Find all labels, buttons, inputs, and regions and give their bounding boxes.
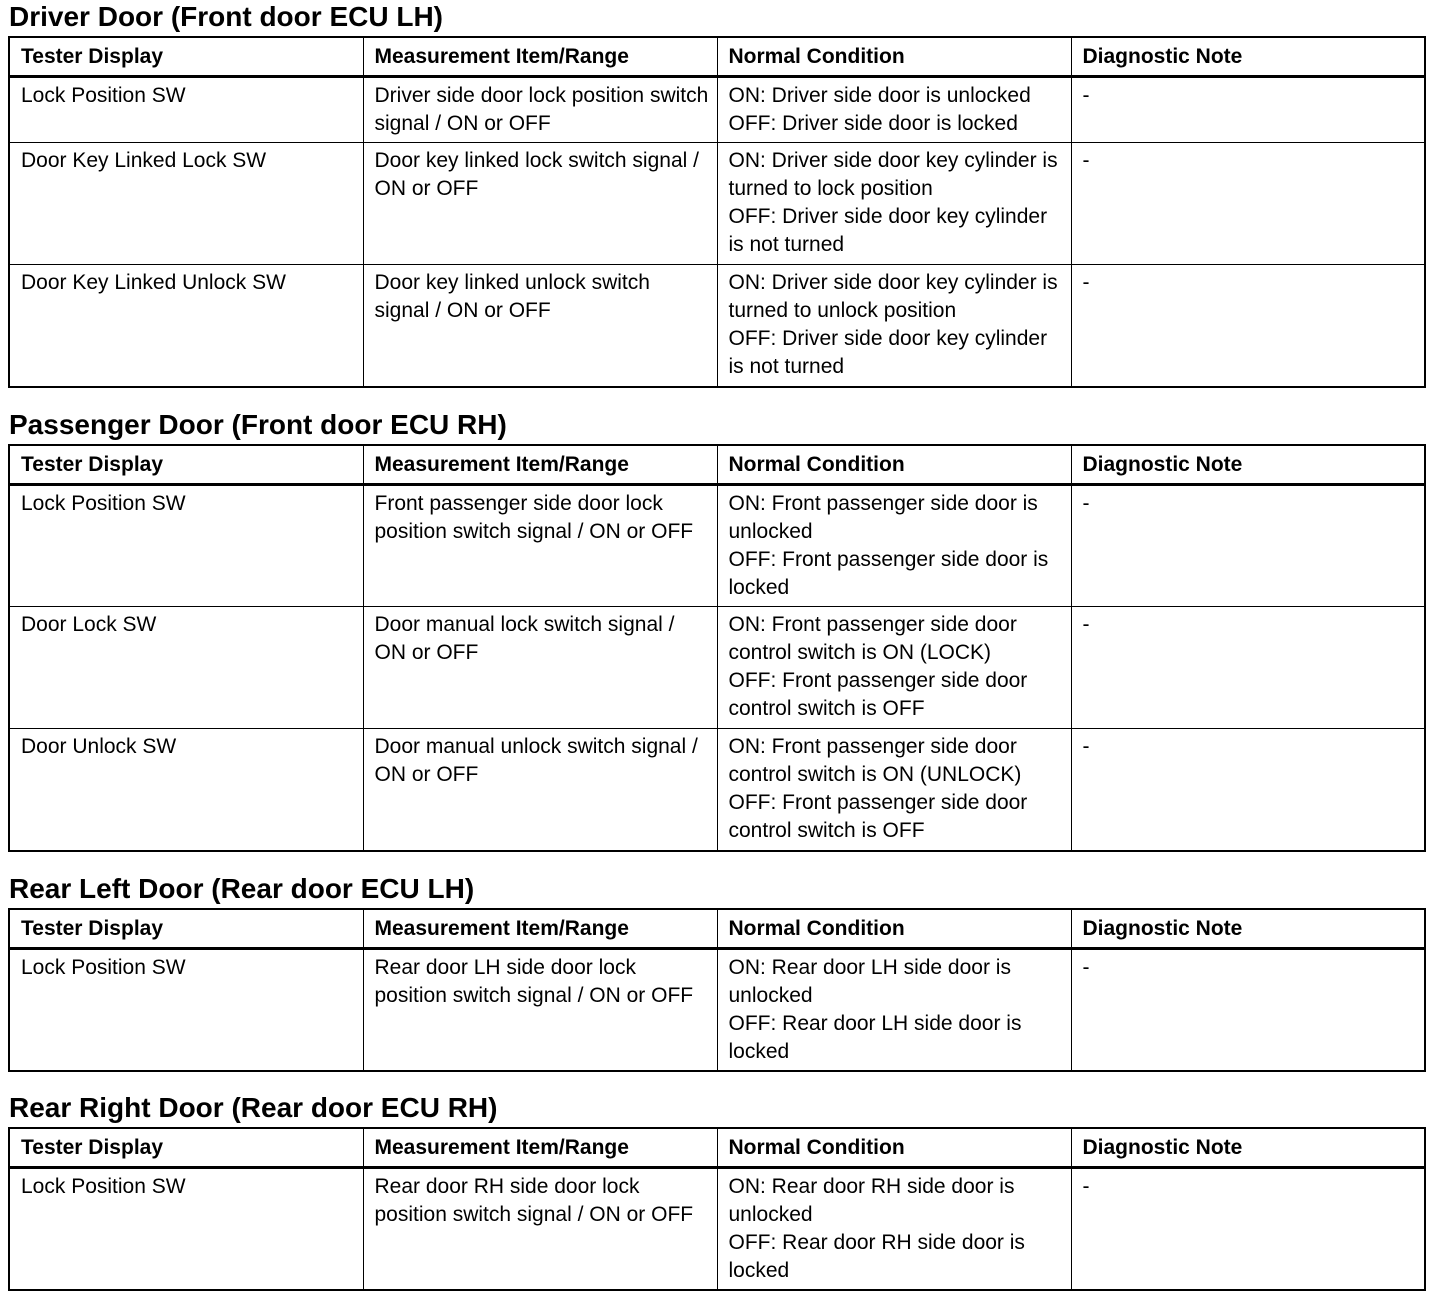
section-rear-left-door [8, 872, 1426, 1072]
cell-normal-condition [717, 485, 1071, 607]
section-passenger-door [8, 408, 1426, 852]
condition-on: ON: Front passenger side door control switch is ON (LOCK) [728, 613, 1017, 664]
condition-on: ON: Driver side door is unlocked [728, 84, 1031, 107]
condition-on: ON: Front passenger side door is unlocked [728, 492, 1038, 543]
condition-on: ON: Rear door LH side door is unlocked [728, 956, 1011, 1007]
cell-measurement: Front passenger side door lock position switch signal / ON or OFF [363, 485, 717, 607]
cell-diagnostic-note: - [1071, 143, 1425, 265]
column-header-tester-display: Tester Display [9, 37, 363, 77]
column-header-diagnostic-note: Diagnostic Note [1071, 445, 1425, 485]
condition-on: ON: Front passenger side door control switch is ON (UNLOCK) [728, 735, 1022, 786]
cell-diagnostic-note: - [1071, 265, 1425, 387]
cell-diagnostic-note: - [1071, 77, 1425, 143]
cell-measurement: Door manual unlock switch signal / ON or OFF [363, 729, 717, 851]
column-header-diagnostic-note: Diagnostic Note [1071, 37, 1425, 77]
section-title: Passenger Door (Front door ECU RH) [9, 409, 507, 440]
table-header-row [9, 445, 1425, 485]
condition-off: OFF: Driver side door key cylinder is not turned [728, 205, 1048, 256]
column-header-normal-condition: Normal Condition [717, 445, 1071, 485]
section-rear-right-door [8, 1091, 1426, 1291]
cell-tester-display: Lock Position SW [9, 1168, 363, 1291]
column-header-measurement: Measurement Item/Range [363, 909, 717, 949]
column-header-measurement: Measurement Item/Range [363, 1128, 717, 1168]
condition-off: OFF: Driver side door is locked [728, 112, 1018, 135]
table-header-row [9, 1128, 1425, 1168]
column-header-tester-display: Tester Display [9, 445, 363, 485]
cell-normal-condition [717, 729, 1071, 851]
table-row [9, 729, 1425, 851]
cell-measurement: Door manual lock switch signal / ON or OFF [363, 607, 717, 729]
section-title: Driver Door (Front door ECU LH) [9, 1, 443, 32]
cell-diagnostic-note: - [1071, 729, 1425, 851]
table-row [9, 77, 1425, 143]
table-row [9, 485, 1425, 607]
cell-normal-condition [717, 607, 1071, 729]
condition-off: OFF: Front passenger side door control switch is OFF [728, 791, 1028, 842]
data-table [8, 908, 1426, 1072]
condition-off: OFF: Front passenger side door control switch is OFF [728, 669, 1028, 720]
column-header-normal-condition: Normal Condition [717, 909, 1071, 949]
condition-off: OFF: Rear door RH side door is locked [728, 1231, 1025, 1282]
table-header-row [9, 909, 1425, 949]
condition-on: ON: Driver side door key cylinder is turned to lock position [728, 149, 1058, 200]
cell-measurement: Door key linked unlock switch signal / ON or OFF [363, 265, 717, 387]
cell-diagnostic-note: - [1071, 949, 1425, 1072]
cell-normal-condition [717, 1168, 1071, 1291]
table-row [9, 143, 1425, 265]
cell-tester-display: Lock Position SW [9, 949, 363, 1072]
section-title: Rear Left Door (Rear door ECU LH) [9, 873, 475, 904]
table-row [9, 607, 1425, 729]
cell-tester-display: Lock Position SW [9, 485, 363, 607]
cell-tester-display: Door Lock SW [9, 607, 363, 729]
cell-tester-display: Door Key Linked Unlock SW [9, 265, 363, 387]
section-driver-door [8, 0, 1426, 388]
column-header-tester-display: Tester Display [9, 1128, 363, 1168]
cell-tester-display: Door Key Linked Lock SW [9, 143, 363, 265]
cell-normal-condition [717, 143, 1071, 265]
table-row [9, 1168, 1425, 1291]
condition-on: ON: Driver side door key cylinder is turned to unlock position [728, 271, 1058, 322]
column-header-tester-display: Tester Display [9, 909, 363, 949]
table-row [9, 949, 1425, 1072]
data-table [8, 444, 1426, 852]
section-title: Rear Right Door (Rear door ECU RH) [9, 1092, 498, 1123]
cell-normal-condition [717, 265, 1071, 387]
data-table [8, 36, 1426, 388]
cell-tester-display: Door Unlock SW [9, 729, 363, 851]
cell-measurement: Rear door LH side door lock position switch signal / ON or OFF [363, 949, 717, 1072]
cell-normal-condition [717, 949, 1071, 1072]
cell-normal-condition [717, 77, 1071, 143]
column-header-measurement: Measurement Item/Range [363, 37, 717, 77]
condition-off: OFF: Front passenger side door is locked [728, 548, 1049, 599]
cell-diagnostic-note: - [1071, 485, 1425, 607]
cell-diagnostic-note: - [1071, 1168, 1425, 1291]
cell-measurement: Door key linked lock switch signal / ON or OFF [363, 143, 717, 265]
data-table [8, 1127, 1426, 1291]
column-header-diagnostic-note: Diagnostic Note [1071, 909, 1425, 949]
cell-tester-display: Lock Position SW [9, 77, 363, 143]
condition-on: ON: Rear door RH side door is unlocked [728, 1175, 1015, 1226]
column-header-measurement: Measurement Item/Range [363, 445, 717, 485]
column-header-normal-condition: Normal Condition [717, 37, 1071, 77]
column-header-normal-condition: Normal Condition [717, 1128, 1071, 1168]
cell-diagnostic-note: - [1071, 607, 1425, 729]
cell-measurement: Rear door RH side door lock position switch signal / ON or OFF [363, 1168, 717, 1291]
column-header-diagnostic-note: Diagnostic Note [1071, 1128, 1425, 1168]
condition-off: OFF: Driver side door key cylinder is not turned [728, 327, 1048, 378]
table-header-row [9, 37, 1425, 77]
cell-measurement: Driver side door lock position switch signal / ON or OFF [363, 77, 717, 143]
table-row [9, 265, 1425, 387]
condition-off: OFF: Rear door LH side door is locked [728, 1012, 1022, 1063]
